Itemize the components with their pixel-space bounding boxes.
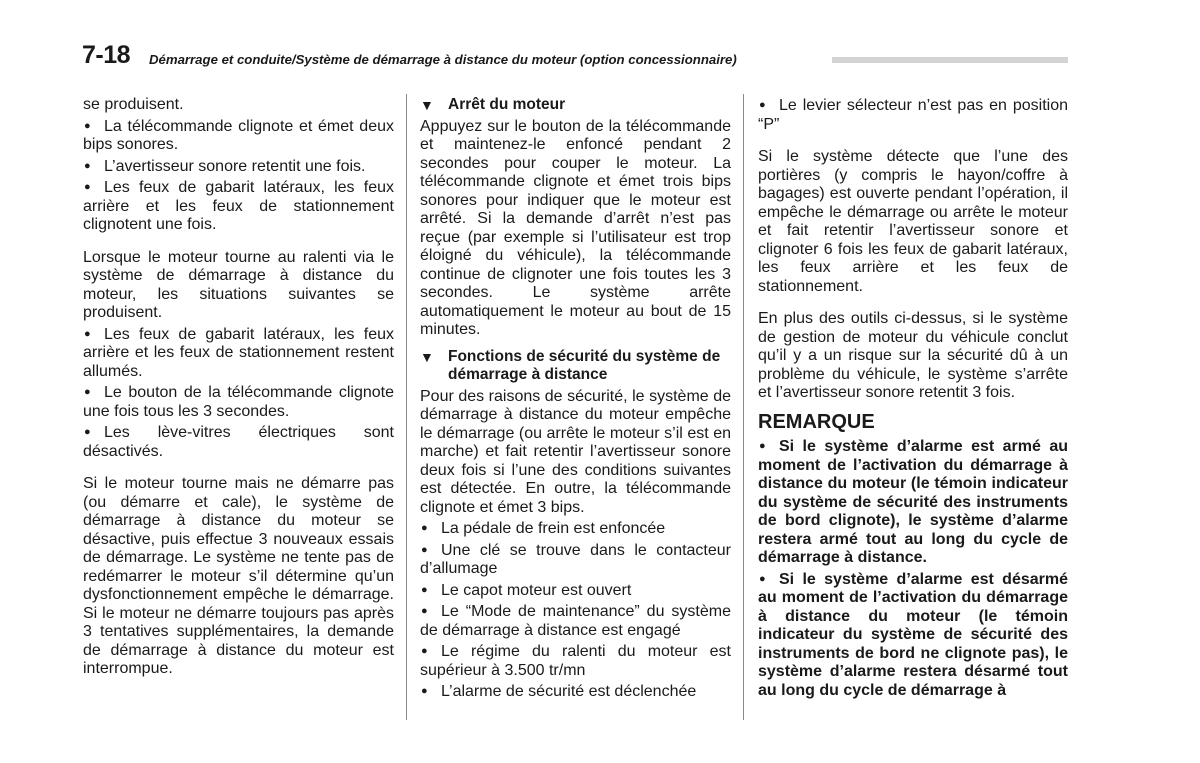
bullet-icon: ● [421, 645, 428, 657]
column-1 [83, 96, 394, 681]
note-item: ● Si le système d’alarme est désarmé au moment de l’activation du démarrage à distance du moteur (le témoin indicateur du système de sécurité des instruments de bord ne clignote pas), le système d’alarme restera désarmé tout au long du cycle de démarrage à [758, 570, 1068, 699]
bullet-icon: ● [421, 605, 428, 617]
bullet-icon: ● [84, 327, 91, 340]
bullet-item: ● L’alarme de sécurité est déclenchée [421, 683, 697, 700]
column-divider [406, 94, 407, 720]
bullet-icon: ● [84, 119, 91, 132]
bullet-item: ● L’avertisseur sonore retentit une fois. [84, 157, 366, 175]
page-number: 7-18 [82, 41, 131, 69]
bullet-icon: ● [759, 99, 766, 111]
bullet-item: ● Le bouton de la télécommande clignote une fois tous les 3 secondes. [83, 384, 394, 420]
bullet-item: ● La pédale de frein est enfoncée [421, 520, 666, 537]
note-box [758, 437, 1068, 700]
bullet-item: ● Le levier sélecteur n’est pas en position “P” [758, 97, 1068, 133]
bullet-item: ● Le capot moteur est ouvert [421, 581, 632, 599]
triangle-down-icon: ▼ [420, 97, 434, 113]
bullet-icon: ● [421, 583, 428, 596]
bullet-icon: ● [84, 159, 91, 172]
bullet-item: ● Les feux de gabarit latéraux, les feux arrière et les feux de stationnement clignotent une fois. [83, 179, 394, 233]
paragraph: En plus des outils ci-dessus, si le système de gestion de moteur du véhicule conclut qu’il y a un risque sur la sécurité dû à un problème du véhicule, le système s’arrête et l’avertisseur sonore retentit 3 fois. [758, 310, 1068, 401]
bullet-item: ● Le régime du ralenti du moteur est supérieur à 3.500 tr/mn [420, 643, 731, 679]
bullet-item: ● La télécommande clignote et émet deux bips sonores. [83, 117, 394, 153]
paragraph: Pour des raisons de sécurité, le système de démarrage à distance du moteur empêche le démarrage (ou arrête le moteur s’il est en marche) et fait retentir l’avertisseur sonore deux fois si l’une des conditions suivantes est détectée. En outre, la télécommande clignote et émet 3 bips. [420, 387, 731, 516]
page-header [82, 40, 1068, 70]
column-divider [743, 94, 744, 720]
bullet-item: ● Le “Mode de maintenance” du système de démarrage à distance est engagé [420, 603, 731, 639]
header-rule [832, 57, 1068, 63]
paragraph: Lorsque le moteur tourne au ralenti via le système de démarrage à distance du moteur, les situations suivantes se produisent. [83, 248, 394, 321]
subheading: ▼ Fonctions de sécurité du système de démarrage à distance [420, 347, 721, 383]
triangle-down-icon: ▼ [420, 348, 434, 365]
bullet-item: ● Les feux de gabarit latéraux, les feux arrière et les feux de stationnement restent allumés. [83, 325, 394, 380]
bullet-icon: ● [759, 440, 766, 452]
note-title: REMARQUE [758, 410, 875, 433]
section-title: Démarrage et conduite/Système de démarrage à distance du moteur (option concessionnaire) [149, 52, 737, 67]
bullet-icon: ● [84, 181, 91, 193]
column-2 [420, 96, 731, 704]
column-3 [758, 96, 1068, 702]
bullet-icon: ● [84, 386, 91, 398]
bullet-item: ● Une clé se trouve dans le contacteur d’allumage [420, 541, 731, 577]
bullet-icon: ● [421, 522, 428, 534]
bullet-icon: ● [421, 543, 428, 556]
paragraph: Si le système détecte que l’une des portières (y compris le hayon/coffre à bagages) est ouverte pendant l’opération, il empêche le démarrage ou arrête le moteur et fait retentir l’avertisseur sonore et clignoter 6 fois les feux de gabarit latéraux, les feux arrière et les feux de stationnement. [758, 148, 1068, 295]
bullet-icon: ● [759, 572, 766, 585]
bullet-icon: ● [421, 685, 428, 697]
subheading: ▼ Arrêt du moteur [420, 96, 566, 113]
paragraph: Si le moteur tourne mais ne démarre pas (ou démarre et cale), le système de démarrage à distance du moteur se désactive, puis effectue 3 nouveaux essais de démarrage. Le système ne tente pas de redémarrer le moteur s’il détermine qu’un dysfonctionnement empêche le démarrage. Si le moteur ne démarre toujours pas après 3 tentatives supplémentaires, la demande de démarrage à distance du moteur est interrompue. [83, 475, 394, 677]
note-item: ● Si le système d’alarme est armé au moment de l’activation du démarrage à distance du moteur (le témoin indicateur du système de sécurité des instruments de bord clignote), le système d’alarme restera armé tout au long du cycle de démarrage à distance. [758, 438, 1068, 566]
bullet-item: ● Les lève-vitres électriques sont désactivés. [83, 424, 394, 460]
bullet-icon: ● [84, 426, 91, 438]
paragraph: se produisent. [83, 96, 184, 113]
paragraph: Appuyez sur le bouton de la télécommande et maintenez-le enfoncé pendant 2 secondes pour couper le moteur. La télécommande clignote et émet trois bips sonores pour indiquer que le moteur est arrêté. Si la demande d’arrêt n’est pas reçue (par exemple si l’utilisateur est trop éloigné du véhicule), la télécommande continue de clignoter une fois toutes les 3 secondes. Le système arrête automatiquement le moteur au bout de 15 minutes. [420, 117, 731, 338]
